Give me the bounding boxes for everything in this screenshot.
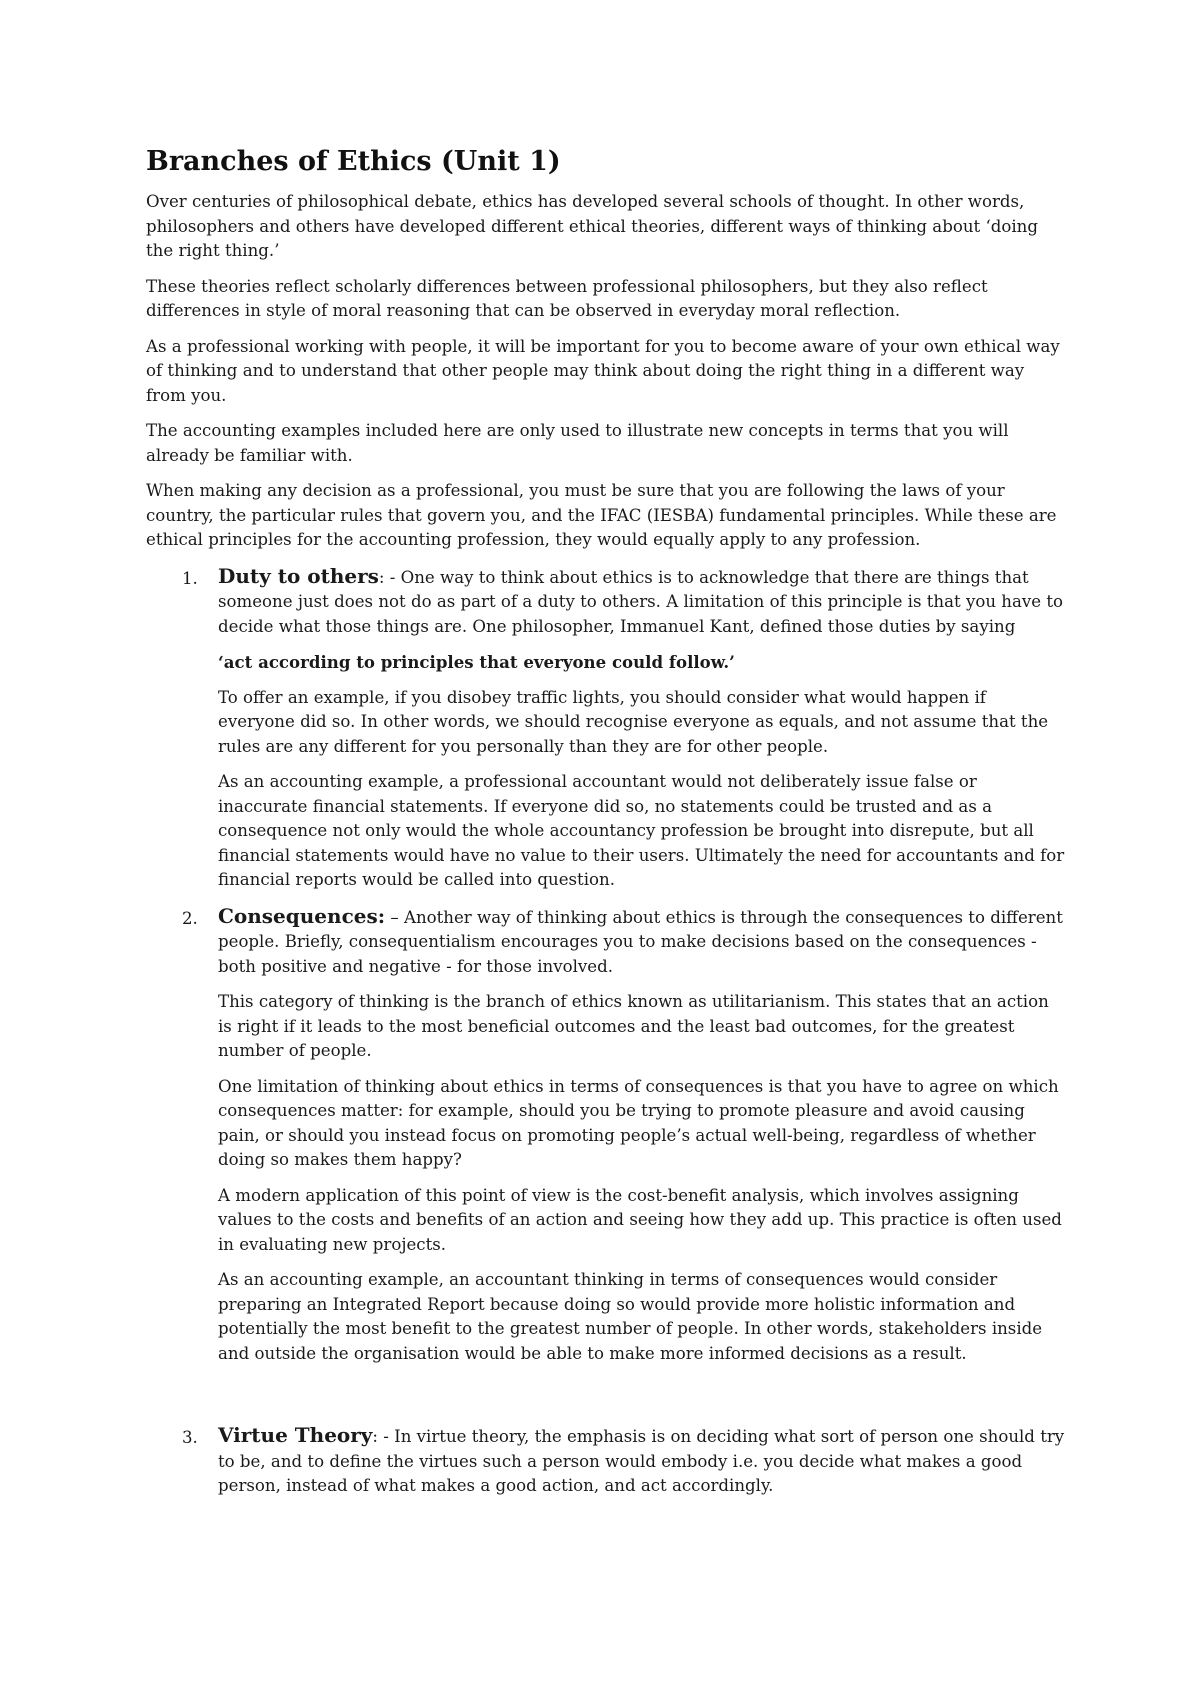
item-paragraph: To offer an example, if you disobey traffic lights, you should consider what would happen if everyone did so. In other words, we should recognise everyone as equals, and not assume that the rules are any different for you personally than they are for other people. (218, 687, 1049, 756)
list-item-duty-to-others (146, 564, 1066, 893)
item-paragraph: As an accounting example, a professional accountant would not deliberately issue false or inaccurate financial statements. If everyone did so, no statements could be trusted and as a consequence not only would the whole accountancy profession be brought into disrepute, but all financial statements would have no value to their users. Ultimately the need for accountants and for financial reports would be called into question. (218, 772, 1065, 890)
list-number: 3. (182, 1428, 198, 1448)
intro-paragraph: These theories reflect scholarly differences between professional philosophers, but they also reflect differences in style of moral reasoning that can be observed in everyday moral reflection. (146, 276, 988, 321)
list-item-virtue-theory (146, 1423, 1066, 1499)
item-paragraph: One limitation of thinking about ethics in terms of consequences is that you have to agree on which consequences matter: for example, should you be trying to promote pleasure and avoid causing pain, or should you instead focus on promoting people’s actual well-being, regardless of whether doing so makes them happy? (218, 1076, 1059, 1170)
list-number: 1. (182, 568, 198, 588)
item-term: Duty to others (218, 563, 379, 588)
item-lead-paragraph (218, 904, 1066, 980)
item-lead-paragraph (218, 1423, 1066, 1499)
intro-paragraph: When making any decision as a professional, you must be sure that you are following the laws of your country, the particular rules that govern you, and the IFAC (IESBA) fundamental principles. While these are ethical principles for the accounting profession, they would equally apply to any profession. (146, 481, 1057, 550)
list-item-consequences (146, 904, 1066, 1367)
item-paragraph: This category of thinking is the branch of ethics known as utilitarianism. This states that an action is right if it leads to the most beneficial outcomes and the least bad outcomes, for the greatest number of people. (218, 992, 1049, 1061)
item-lead-paragraph (218, 564, 1066, 640)
kant-quote: ‘act according to principles that everyone could follow.’ (218, 652, 735, 673)
intro-paragraph: Over centuries of philosophical debate, ethics has developed several schools of thought. In other words, philosophers and others have developed different ethical theories, different ways of thinking about ‘doing the right thing.’ (146, 192, 1038, 261)
page-title: Branches of Ethics (Unit 1) (146, 146, 561, 177)
item-lead-text: – Another way of thinking about ethics is through the consequences to different people. Briefly, consequentialism encourages you to make decisions based on the consequences - both positive and negative - for those involved. (218, 907, 1063, 976)
item-paragraph: A modern application of this point of view is the cost-benefit analysis, which involves assigning values to the costs and benefits of an action and seeing how they add up. This practice is often used in evaluating new projects. (218, 1185, 1062, 1254)
ethics-branches-list (146, 564, 1066, 1499)
item-paragraph: As an accounting example, an accountant thinking in terms of consequences would consider preparing an Integrated Report because doing so would provide more holistic information and potentially the most benefit to the greatest number of people. In other words, stakeholders inside and outside the organisation would be able to make more informed decisions as a result. (218, 1270, 1043, 1363)
list-number: 2. (182, 908, 198, 928)
item-lead-text: : - In virtue theory, the emphasis is on deciding what sort of person one should try to be, and to define the virtues such a person would embody i.e. you decide what makes a good person, instead of what makes a good action, and act accordingly. (218, 1427, 1065, 1496)
spacer (146, 1377, 1066, 1423)
item-term: Consequences: (218, 903, 386, 928)
item-lead-text: : - One way to think about ethics is to acknowledge that there are things that someone just does not do as part of a duty to others. A limitation of this principle is that you have to decide what those things are. One philosopher, Immanuel Kant, defined those duties by saying (218, 567, 1063, 636)
document-page (146, 146, 1066, 1510)
intro-paragraph: As a professional working with people, it will be important for you to become aware of your own ethical way of thinking and to understand that other people may think about doing the right thing in a different way from you. (146, 336, 1060, 405)
item-term: Virtue Theory (218, 1423, 373, 1448)
intro-paragraph: The accounting examples included here are only used to illustrate new concepts in terms that you will already be familiar with. (146, 421, 1009, 465)
